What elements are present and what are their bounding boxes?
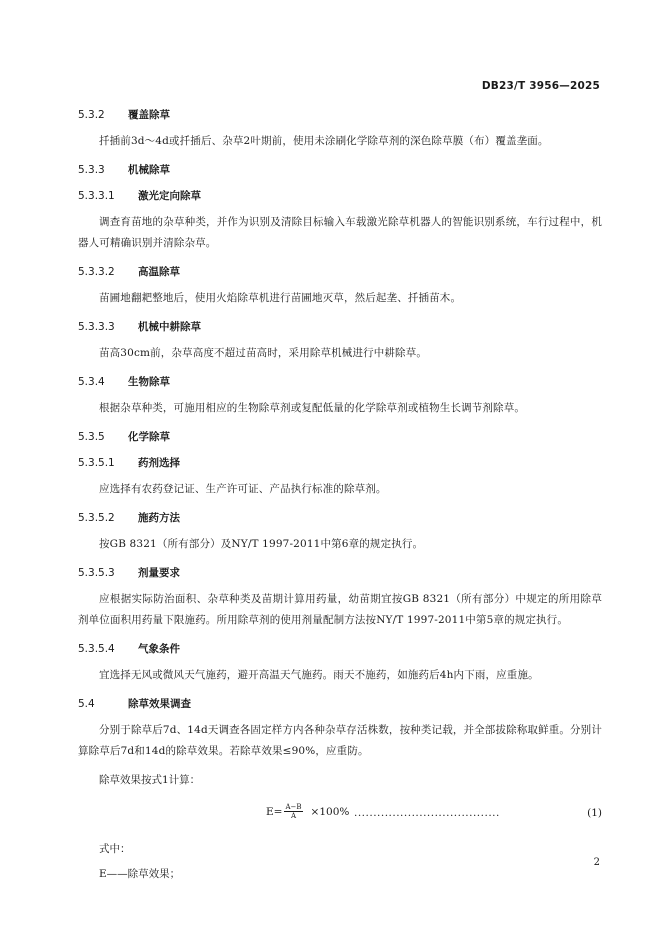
section-title: 气象条件 bbox=[138, 643, 180, 655]
section-title: 除草效果调查 bbox=[128, 698, 191, 710]
section-heading bbox=[78, 188, 602, 204]
section-heading bbox=[78, 374, 602, 390]
section-body: 应选择有农药登记证、生产许可证、产品执行标准的除草剂。 bbox=[99, 483, 387, 495]
section-body: 扦插前3d～4d或扦插后、杂草2叶期前，使用未涂刷化学除草剂的深色除草膜（布）覆盖垄面。 bbox=[99, 135, 549, 147]
section-number: 5.3.5.2 bbox=[78, 512, 115, 524]
section-number: 5.3.5.1 bbox=[78, 457, 115, 469]
section-body: 宜选择无风或微风天气施药，避开高温天气施药。雨天不施药，如施药后4h内下雨，应重施。 bbox=[99, 669, 539, 681]
section-number: 5.4 bbox=[78, 698, 95, 710]
section-heading bbox=[78, 510, 602, 526]
section-heading bbox=[78, 429, 602, 445]
formula-intro: 除草效果按式1计算： bbox=[99, 774, 201, 786]
formula-lhs: E= bbox=[266, 805, 283, 818]
section-body: 调查育苗地的杂草种类，并作为识别及清除目标输入车载激光除草机器人的智能识别系统，车行过程中，机器人可精确识别并清除杂草。 bbox=[78, 216, 602, 249]
section-number: 5.3.2 bbox=[78, 109, 105, 121]
section-title: 施药方法 bbox=[138, 512, 180, 524]
section-number: 5.3.3 bbox=[78, 164, 105, 176]
section-heading bbox=[78, 565, 602, 581]
section-number: 5.3.5.4 bbox=[78, 643, 115, 655]
section-body: 应根据实际防治面积、杂草种类及苗期计算用药量，幼苗期宜按GB 8321（所有部分）中规定的所用除草剂单位面积用药量下限施药。所用除草剂的使用剂量配制方法按NY/T 1997-2011中第5章的规定执行。 bbox=[78, 593, 602, 626]
section-number: 5.3.4 bbox=[78, 376, 105, 388]
section-title: 剂量要求 bbox=[138, 567, 180, 579]
page-content bbox=[78, 107, 602, 885]
formula-block bbox=[78, 797, 602, 831]
page-number: 2 bbox=[593, 857, 600, 868]
section-title: 高温除草 bbox=[138, 266, 180, 278]
section-heading bbox=[78, 264, 602, 280]
section-title: 覆盖除草 bbox=[128, 109, 170, 121]
section-body: 分别于除草后7d、14d天调查各固定样方内各种杂草存活株数，按种类记载，并全部拔除称取鲜重。分别计算除草后7d和14d的除草效果。若除草效果≤90%，应重防。 bbox=[78, 724, 602, 757]
formula-expression bbox=[266, 803, 349, 820]
formula-leader-dots: ...................................... bbox=[354, 807, 500, 819]
section-title: 化学除草 bbox=[128, 431, 170, 443]
section-heading bbox=[78, 455, 602, 471]
document-code: DB23/T 3956—2025 bbox=[481, 80, 600, 92]
definition-item: E——除草效果； bbox=[99, 868, 181, 880]
section-number: 5.3.5.3 bbox=[78, 567, 115, 579]
section-heading bbox=[78, 319, 602, 335]
section-heading bbox=[78, 162, 602, 178]
section-body: 苗圃地翻耙整地后，使用火焰除草机进行苗圃地灭草，然后起垄、扦插苗木。 bbox=[99, 292, 462, 304]
formula-fraction bbox=[284, 803, 302, 820]
section-heading bbox=[78, 641, 602, 657]
equation-number: (1) bbox=[587, 807, 602, 819]
section-number: 5.3.3.3 bbox=[78, 321, 115, 333]
section-title: 机械除草 bbox=[128, 164, 170, 176]
formula-denominator: A bbox=[290, 812, 297, 820]
section-title: 药剂选择 bbox=[138, 457, 180, 469]
section-body: 根据杂草种类，可施用相应的生物除草剂或复配低量的化学除草剂或植物生长调节剂除草。 bbox=[99, 402, 525, 414]
formula-numerator: A−B bbox=[285, 803, 302, 811]
section-title: 机械中耕除草 bbox=[138, 321, 201, 333]
section-heading bbox=[78, 107, 602, 123]
section-body: 按GB 8321（所有部分）及NY/T 1997-2011中第6章的规定执行。 bbox=[99, 538, 424, 550]
where-label: 式中： bbox=[99, 843, 131, 855]
section-number: 5.3.3.2 bbox=[78, 266, 115, 278]
section-body: 苗高30cm前，杂草高度不超过苗高时，采用除草机械进行中耕除草。 bbox=[99, 347, 427, 359]
section-number: 5.3.5 bbox=[78, 431, 105, 443]
section-heading bbox=[78, 696, 602, 712]
section-title: 激光定向除草 bbox=[138, 190, 201, 202]
section-title: 生物除草 bbox=[128, 376, 170, 388]
section-number: 5.3.3.1 bbox=[78, 190, 115, 202]
formula-rhs: ×100% bbox=[310, 805, 350, 818]
